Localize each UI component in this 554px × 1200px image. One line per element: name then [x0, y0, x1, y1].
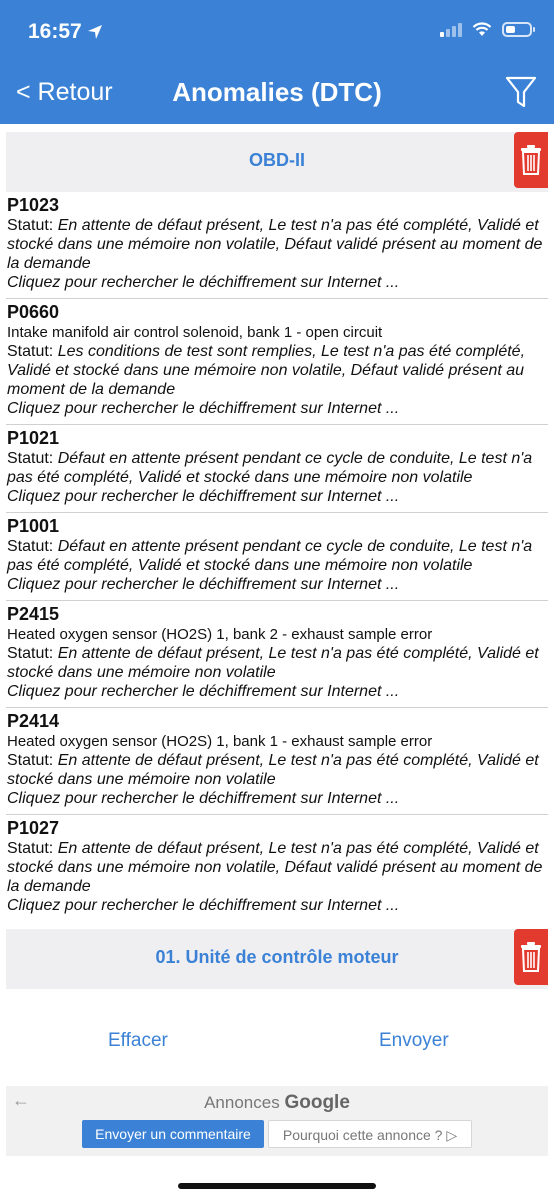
section-title: 01. Unité de contrôle moteur	[155, 947, 399, 967]
status-text: En attente de défaut présent, Le test n'a pas été complété, Validé et stocké dans une mémoire non volatile	[7, 645, 539, 681]
search-online-link[interactable]: Cliquez pour rechercher le déchiffrement sur Internet ...	[7, 897, 400, 914]
search-online-link[interactable]: Cliquez pour rechercher le déchiffrement sur Internet ...	[7, 488, 400, 505]
ad-label	[6, 1092, 548, 1114]
status-label: Statut:	[7, 752, 54, 769]
status-text: En attente de défaut présent, Le test n'a pas été complété, Validé et stocké dans une mémoire non volatile	[7, 752, 539, 788]
dtc-code: P1021	[7, 428, 60, 448]
dtc-code: P2415	[7, 604, 60, 624]
status-label: Statut:	[7, 538, 54, 555]
search-online-link[interactable]: Cliquez pour rechercher le déchiffrement sur Internet ...	[7, 274, 400, 291]
back-button[interactable]: < Retour	[16, 78, 113, 106]
section-header-obd2	[6, 132, 548, 192]
dtc-status	[7, 216, 546, 273]
status-text: Les conditions de test sont remplies, Le test n'a pas été complété, Validé et stocké dans une mémoire non volatile, Défaut validé présent au moment de la demande	[7, 343, 526, 398]
status-label: Statut:	[7, 217, 54, 234]
ad-back-arrow-icon[interactable]: ←	[12, 1090, 30, 1110]
section-title: OBD-II	[249, 150, 305, 170]
clear-button[interactable]: Effacer	[108, 1030, 168, 1051]
status-label: Statut:	[7, 840, 54, 857]
dtc-status	[7, 751, 546, 789]
dtc-status	[7, 839, 546, 896]
dtc-description: Heated oxygen sensor (HO2S) 1, bank 1 - exhaust sample error	[7, 733, 433, 750]
status-indicators	[440, 22, 532, 37]
dtc-description: Heated oxygen sensor (HO2S) 1, bank 2 - exhaust sample error	[7, 626, 433, 643]
bottom-actions	[0, 1030, 554, 1058]
dtc-code: P2414	[7, 711, 60, 731]
page-title: Anomalies (DTC)	[172, 77, 382, 107]
filter-icon[interactable]	[504, 74, 538, 110]
dtc-code: P1001	[7, 516, 60, 536]
delete-section-button[interactable]	[514, 132, 548, 188]
dtc-status	[7, 644, 546, 682]
status-time-text: 16:57	[28, 20, 82, 43]
ad-why-button[interactable]: Pourquoi cette annonce ? ▷	[268, 1120, 472, 1148]
status-text: Défaut en attente présent pendant ce cycle de conduite, Le test n'a pas été complété, Validé et stocké dans une mémoire non volatile	[7, 538, 533, 574]
status-text: En attente de défaut présent, Le test n'a pas été complété, Validé et stocké dans une mémoire non volatile, Défaut validé présent au moment de la demande	[7, 217, 543, 272]
send-button[interactable]: Envoyer	[379, 1030, 449, 1051]
status-label: Statut:	[7, 343, 54, 360]
home-indicator[interactable]	[178, 1183, 376, 1189]
search-online-link[interactable]: Cliquez pour rechercher le déchiffrement sur Internet ...	[7, 790, 400, 807]
trash-icon	[520, 941, 542, 973]
dtc-item[interactable]	[6, 513, 548, 601]
status-label: Statut:	[7, 645, 54, 662]
section-header-engine-ecu	[6, 929, 548, 989]
delete-section-button[interactable]	[514, 929, 548, 985]
trash-icon	[520, 144, 542, 176]
search-online-link[interactable]: Cliquez pour rechercher le déchiffrement sur Internet ...	[7, 400, 400, 417]
status-time	[28, 20, 103, 44]
search-online-link[interactable]: Cliquez pour rechercher le déchiffrement sur Internet ...	[7, 576, 400, 593]
ad-feedback-button[interactable]: Envoyer un commentaire	[82, 1120, 264, 1148]
cellular-signal-icon	[440, 23, 462, 37]
status-text: Défaut en attente présent pendant ce cycle de conduite, Le test n'a pas été complété, Validé et stocké dans une mémoire non volatile	[7, 450, 533, 486]
dtc-item[interactable]	[6, 299, 548, 425]
top-bar	[0, 0, 554, 124]
dtc-item[interactable]	[6, 815, 548, 921]
dtc-item[interactable]	[6, 708, 548, 815]
dtc-list[interactable]	[6, 124, 548, 996]
ad-banner	[6, 1086, 548, 1156]
dtc-description: Intake manifold air control solenoid, bank 1 - open circuit	[7, 324, 383, 341]
ad-prefix: Annonces	[204, 1093, 280, 1112]
dtc-code: P1023	[7, 195, 60, 215]
ad-brand: Google	[284, 1092, 350, 1113]
battery-icon	[502, 22, 532, 37]
search-online-link[interactable]: Cliquez pour rechercher le déchiffrement sur Internet ...	[7, 683, 400, 700]
dtc-item[interactable]	[6, 601, 548, 708]
dtc-code: P1027	[7, 818, 60, 838]
status-label: Statut:	[7, 450, 54, 467]
dtc-item[interactable]	[6, 192, 548, 299]
dtc-status	[7, 537, 546, 575]
status-text: En attente de défaut présent, Le test n'a pas été complété, Validé et stocké dans une mémoire non volatile, Défaut validé présent au moment de la demande	[7, 840, 543, 895]
dtc-status	[7, 449, 546, 487]
dtc-item[interactable]	[6, 425, 548, 513]
dtc-status	[7, 342, 546, 399]
dtc-code: P0660	[7, 302, 60, 322]
wifi-icon	[472, 22, 492, 37]
location-arrow-icon	[87, 24, 103, 40]
